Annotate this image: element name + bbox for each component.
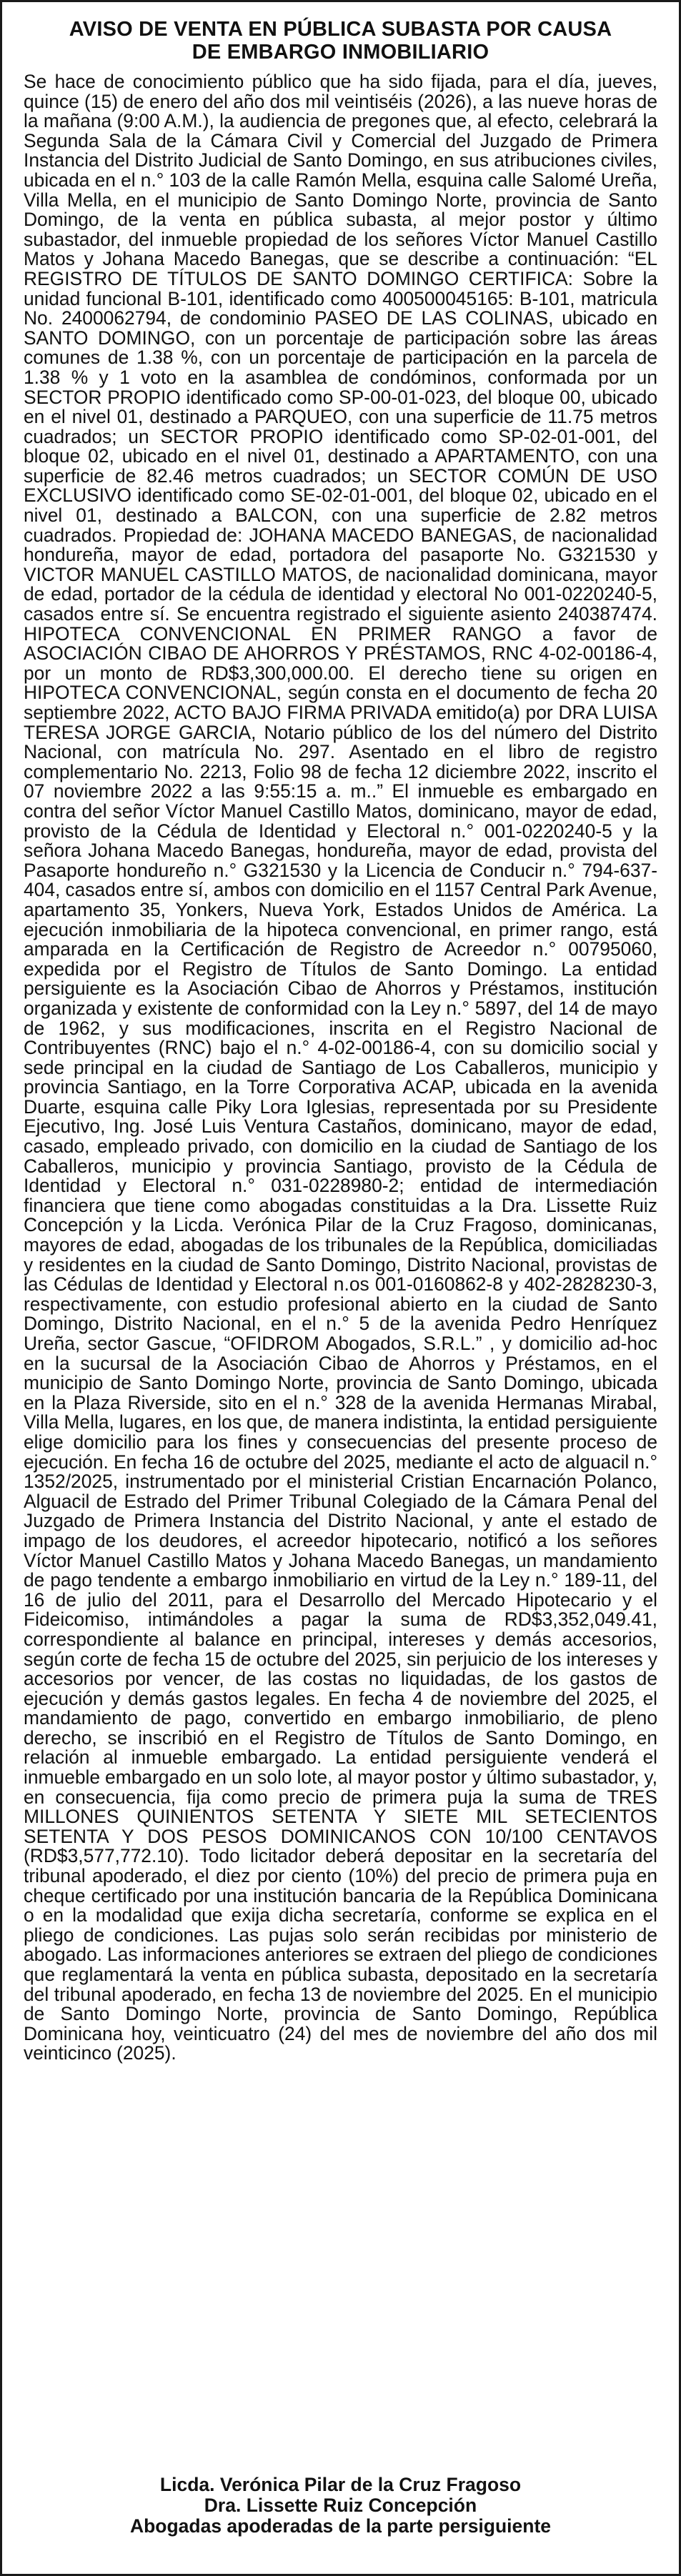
signature-role: Abogadas apoderadas de la parte persiguiente: [129, 2515, 552, 2537]
signature-block: [24, 2475, 657, 2537]
notice-title-line-2: DE EMBARGO INMOBILIARIO: [192, 41, 489, 64]
notice-title: [31, 18, 650, 64]
signature-name-1: Licda. Verónica Pilar de la Cruz Fragoso: [159, 2474, 522, 2495]
notice-body: Se hace de conocimiento público que ha sido fijada, para el día, jueves, quince (15) de enero del año dos mil veintiséis (2026), a las nueve horas de la mañana (9:00 A.M.), la audiencia de pregones que, al efecto, celebrará la Segunda Sala de la Cámara Civil y Comercial del Juzgado de Primera Instancia del Distrito Judicial de Santo Domingo, en sus atribuciones civiles, ubicada en el n.° 103 de la calle Ramón Mella, esquina calle Salomé Ureña, Villa Mella, en el municipio de Santo Domingo Norte, provincia de Santo Domingo, de la venta en pública subasta, al mejor postor y último subastador, del inmueble propiedad de los señores Víctor Manuel Castillo Matos y Johana Macedo Banegas, que se describe a continuación: “EL REGISTRO DE TÍTULOS DE SANTO DOMINGO CERTIFICA: Sobre la unidad funcional B-101, identificado como 400500045165: B-101, matricula No. 2400062794, de condominio PASEO DE LAS COLINAS, ubicado en SANTO DOMINGO, con un porcentaje de participación sobre las áreas comunes de 1.38 %, con un porcentaje de participación en la parcela de 1.38 % y 1 voto en la asamblea de condóminos, conformada por un SECTOR PROPIO identificado como SP-00-01-023, del bloque 00, ubicado en el nivel 01, destinado a PARQUEO, con una superficie de 11.75 metros cuadrados; un SECTOR PROPIO identificado como SP-02-01-001, del bloque 02, ubicado en el nivel 01, destinado a APARTAMENTO, con una superficie de 82.46 metros cuadrados; un SECTOR COMÚN DE USO EXCLUSIVO identificado como SE-02-01-001, del bloque 02, ubicado en el nivel 01, destinado a BALCON, con una superficie de 2.82 metros cuadrados. Propiedad de: JOHANA MACEDO BANEGAS, de nacionalidad hondureña, mayor de edad, portadora del pasaporte No. G321530 y VICTOR MANUEL CASTILLO MATOS, de nacionalidad dominicana, mayor de edad, portador de la cédula de identidad y electoral No 001-0220240-5, casados entre sí. Se encuentra registrado el siguiente asiento 240387474. HIPOTECA CONVENCIONAL EN PRIMER RANGO a favor de ASOCIACIÓN CIBAO DE AHORROS Y PRÉSTAMOS, RNC 4-02-00186-4, por un monto de RD$3,300,000.00. El derecho tiene su origen en HIPOTECA CONVENCIONAL, según consta en el documento de fecha 20 septiembre 2022, ACTO BAJO FIRMA PRIVADA emitido(a) por DRA LUISA TERESA JORGE GARCIA, Notario público de los del número del Distrito Nacional, con matrícula No. 297. Asentado en el libro de registro complementario No. 2213, Folio 98 de fecha 12 diciembre 2022, inscrito el 07 noviembre 2022 a las 9:55:15 a. m..” El inmueble es embargado en contra del señor Víctor Manuel Castillo Matos, dominicano, mayor de edad, provisto de la Cédula de Identidad y Electoral n.° 001-0220240-5 y la señora Johana Macedo Banegas, hondureña, mayor de edad, provista del Pasaporte hondureño n.° G321530 y la Licencia de Conducir n.° 794-637-404, casados entre sí, ambos con domicilio en el 1157 Central Park Avenue, apartamento 35, Yonkers, Nueva York, Estados Unidos de América. La ejecución inmobiliaria de la hipoteca convencional, en primer rango, está amparada en la Certificación de Registro de Acreedor n.° 00795060, expedida por el Registro de Títulos de Santo Domingo. La entidad persiguiente es la Asociación Cibao de Ahorros y Préstamos, institución organizada y existente de conformidad con la Ley n.° 5897, del 14 de mayo de 1962, y sus modificaciones, inscrita en el Registro Nacional de Contribuyentes (RNC) bajo el n.° 4-02-00186-4, con su domicilio social y sede principal en la ciudad de Santiago de Los Caballeros, municipio y provincia Santiago, en la Torre Corporativa ACAP, ubicada en la avenida Duarte, esquina calle Piky Lora Iglesias, representada por su Presidente Ejecutivo, Ing. José Luis Ventura Castaños, dominicano, mayor de edad, casado, empleado privado, con domicilio en la ciudad de Santiago de los Caballeros, municipio y provincia Santiago, provisto de la Cédula de Identidad y Electoral n.° 031-0228980-2; entidad de intermediación financiera que tiene como abogadas constituidas a la Dra. Lissette Ruiz Concepción y la Licda. Verónica Pilar de la Cruz Fragoso, dominicanas, mayores de edad, abogadas de los tribunales de la República, domiciliadas y residentes en la ciudad de Santo Domingo, Distrito Nacional, provistas de las Cédulas de Identidad y Electoral n.os 001-0160862-8 y 402-2828230-3, respectivamente, con estudio profesional abierto en la ciudad de Santo Domingo, Distrito Nacional, en el n.° 5 de la avenida Pedro Henríquez Ureña, sector Gascue, “OFIDROM Abogados, S.R.L.” , y domicilio ad-hoc en la sucursal de la Asociación Cibao de Ahorros y Préstamos, en el municipio de Santo Domingo Norte, provincia de Santo Domingo, ubicada en la Plaza Riverside, sito en el n.° 328 de la avenida Hermanas Mirabal, Villa Mella, lugares, en los que, de manera indistinta, la entidad persiguiente elige domicilio para los fines y consecuencias del presente proceso de ejecución. En fecha 16 de octubre del 2025, mediante el acto de alguacil n.° 1352/2025, instrumentado por el ministerial Cristian Encarnación Polanco, Alguacil de Estrado del Primer Tribunal Colegiado de la Cámara Penal del Juzgado de Primera Instancia del Distrito Nacional, y ante el estado de impago de los deudores, el acreedor hipotecario, notificó a los señores Víctor Manuel Castillo Matos y Johana Macedo Banegas, un mandamiento de pago tendente a embargo inmobiliario en virtud de la Ley n.° 189-11, del 16 de julio del 2011, para el Desarrollo del Mercado Hipotecario y el Fideicomiso, intimándoles a pagar la suma de RD$3,352,049.41, correspondiente al balance en principal, intereses y demás accesorios, según corte de fecha 15 de octubre del 2025, sin perjuicio de los intereses y accesorios por vencer, de las costas no liquidadas, de los gastos de ejecución y demás gastos legales. En fecha 4 de noviembre del 2025, el mandamiento de pago, convertido en embargo inmobiliario, de pleno derecho, se inscribió en el Registro de Títulos de Santo Domingo, en relación al inmueble embargado. La entidad persiguiente venderá el inmueble embargado en un solo lote, al mayor postor y último subastador, y, en consecuencia, fija como precio de primera puja la suma de TRES MILLONES QUINIENTOS SETENTA Y SIETE MIL SETECIENTOS SETENTA Y DOS PESOS DOMINICANOS CON 10/100 CENTAVOS (RD$3,577,772.10). Todo licitador deberá depositar en la secretaría del tribunal apoderado, el diez por ciento (10%) del precio de primera puja en cheque certificado por una institución bancaria de la República Dominicana o en la modalidad que exija dicha secretaría, conforme se explica en el pliego de condiciones. Las pujas solo serán recibidas por ministerio de abogado. Las informaciones anteriores se extraen del pliego de condiciones que reglamentará la venta en pública subasta, depositado en la secretaría del tribunal apoderado, en fecha 13 de noviembre del 2025. En el municipio de Santo Domingo Norte, provincia de Santo Domingo, República Dominicana hoy, veinticuatro (24) del mes de noviembre del año dos mil veinticinco (2025).: [24, 71, 657, 2064]
signature-name-2: Dra. Lissette Ruiz Concepción: [204, 2495, 477, 2516]
notice-title-line-1: AVISO DE VENTA EN PÚBLICA SUBASTA POR CAUSA: [69, 18, 612, 41]
